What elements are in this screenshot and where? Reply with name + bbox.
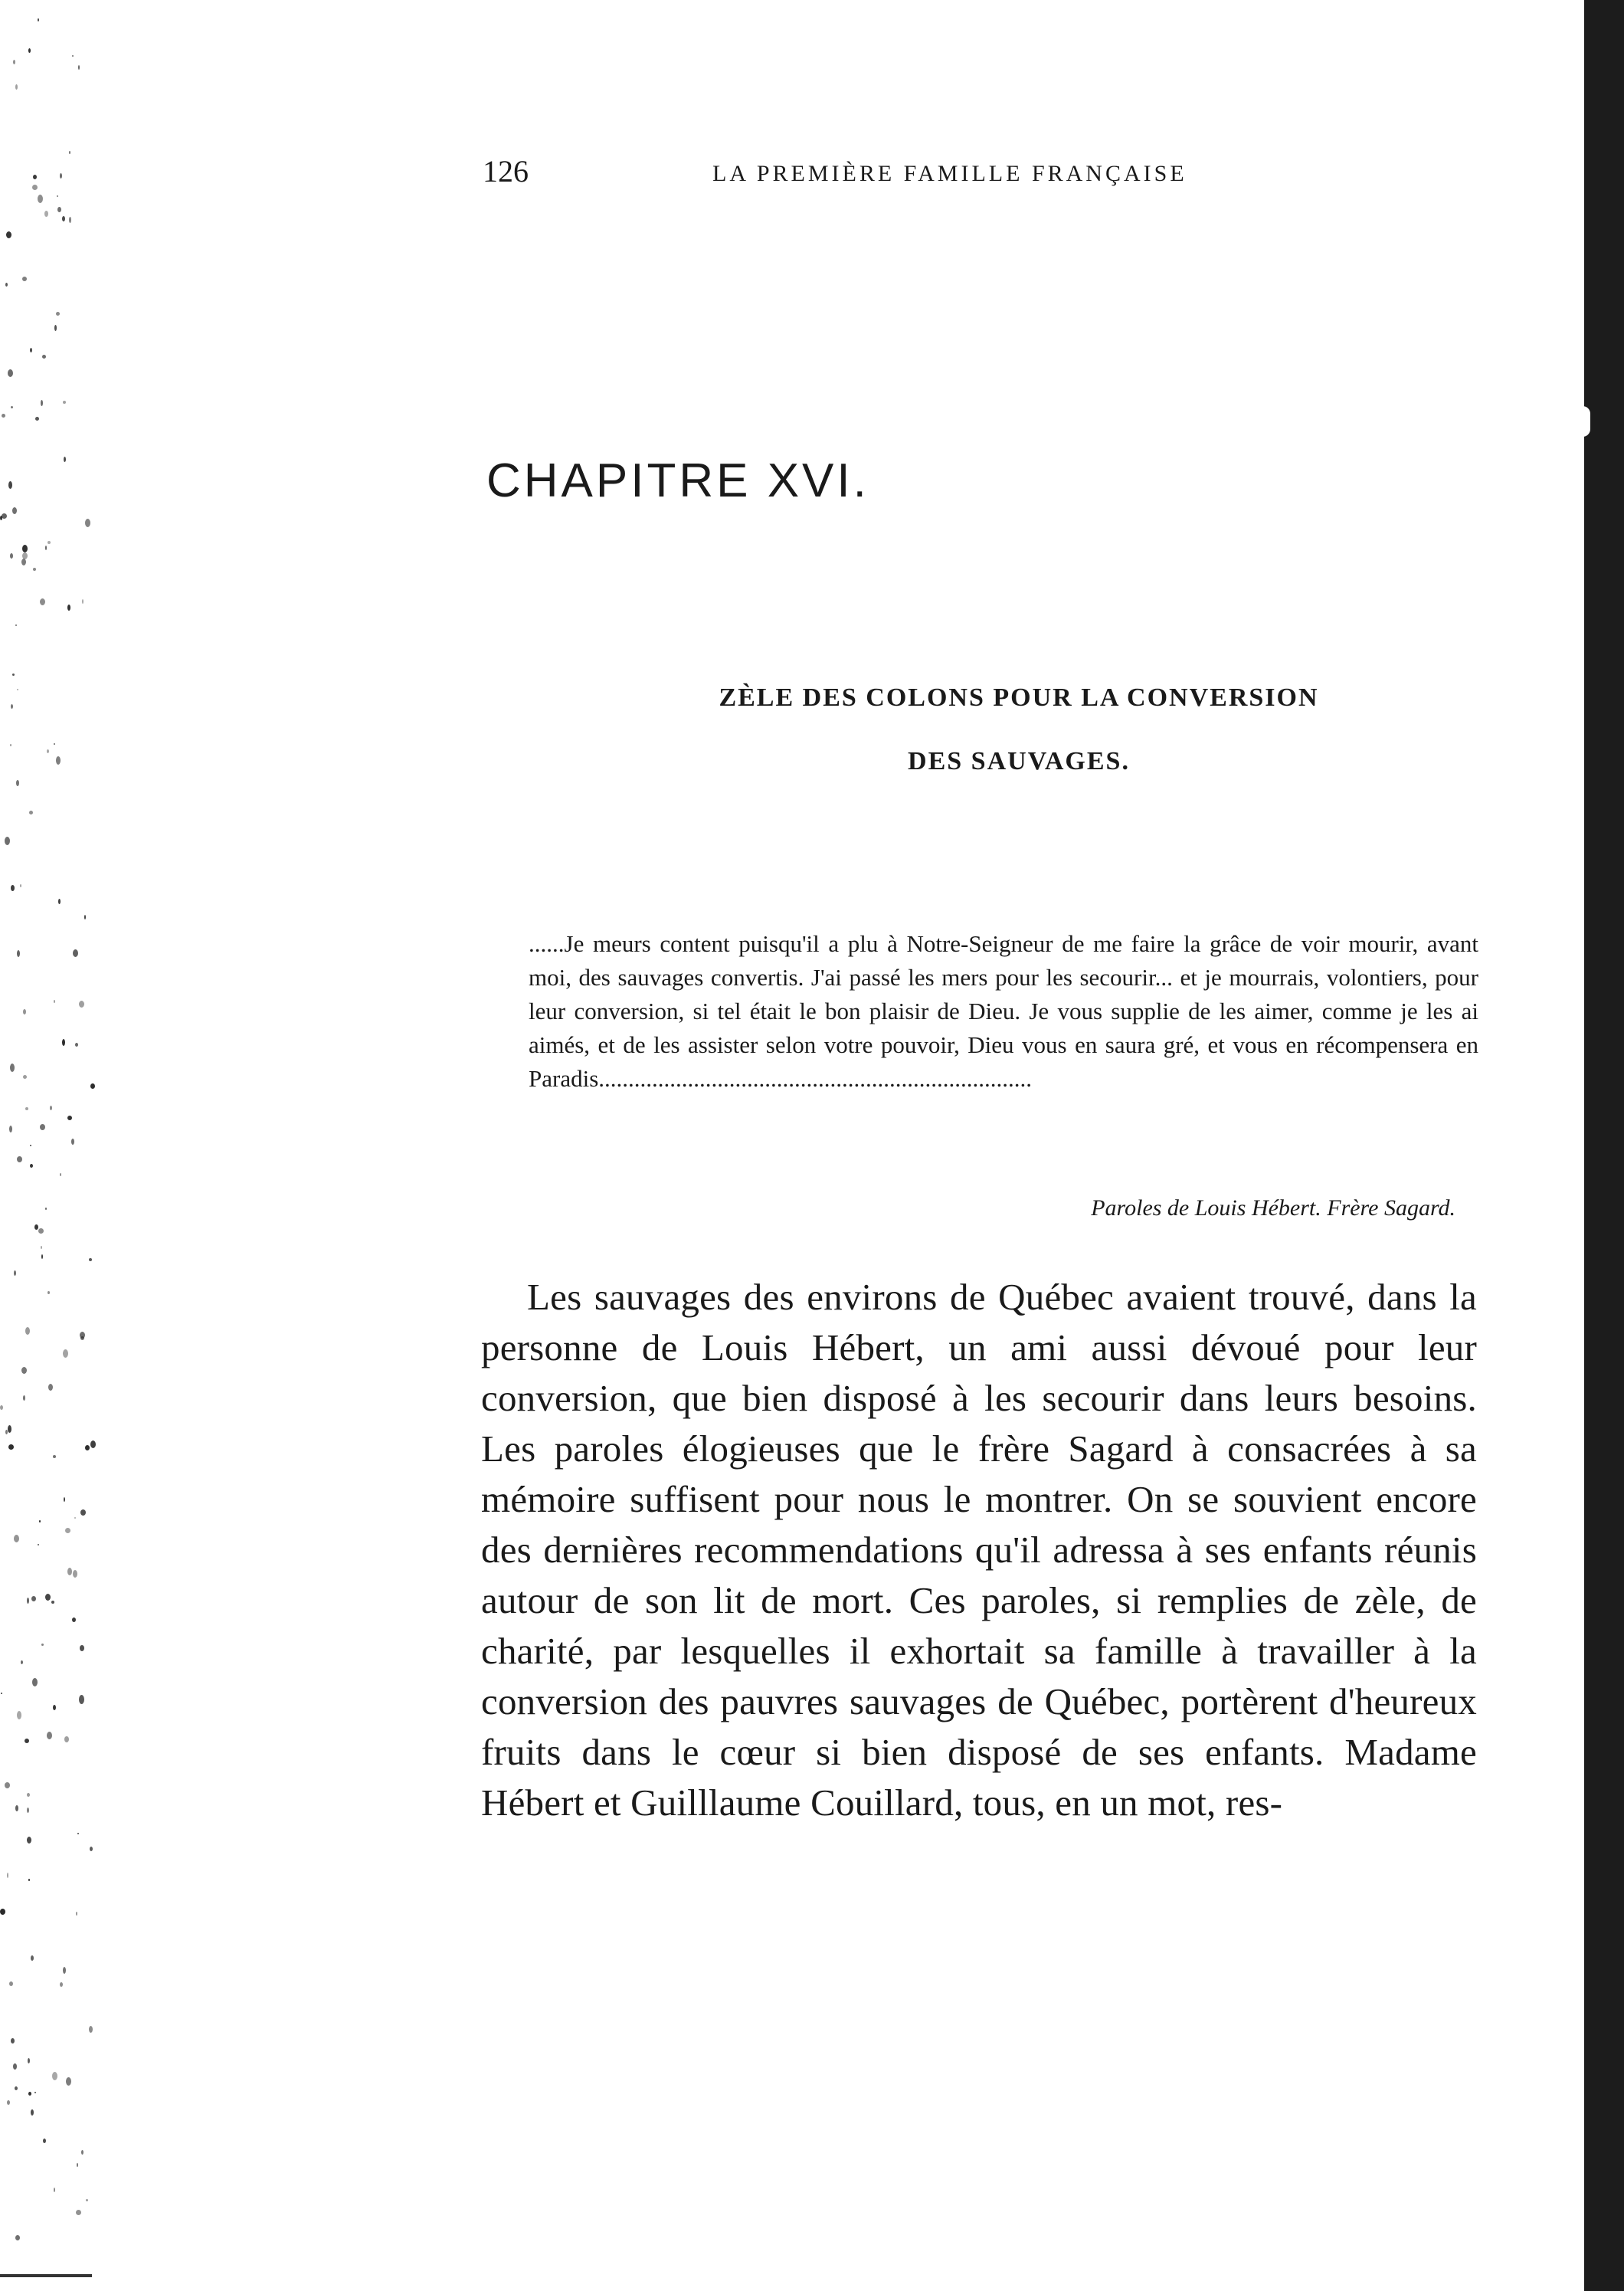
scan-speck	[14, 1270, 16, 1276]
scan-speck	[58, 899, 61, 904]
chapter-title: CHAPITRE XVI.	[486, 454, 869, 507]
scan-speck	[40, 598, 45, 605]
scan-speck	[69, 217, 71, 223]
scan-speck	[62, 1039, 65, 1046]
scan-speck	[21, 559, 26, 565]
scan-speck	[17, 950, 20, 957]
scan-speck	[43, 2139, 46, 2143]
scan-speck	[30, 1145, 31, 1146]
scan-speck	[53, 1455, 56, 1458]
scan-speck	[41, 1246, 42, 1249]
scan-speck	[77, 2163, 78, 2167]
scan-speck	[22, 277, 27, 281]
scan-speck	[35, 417, 39, 421]
scan-speck	[67, 1568, 72, 1575]
scan-speck	[53, 1705, 56, 1710]
scan-speck	[0, 1405, 3, 1410]
scan-speck	[17, 689, 18, 690]
scan-speck	[40, 1124, 45, 1130]
scan-speck	[12, 507, 17, 514]
chapter-subtitle-line2: DES SAUVAGES.	[908, 747, 1130, 775]
scan-speck	[41, 1644, 44, 1646]
scan-speck	[6, 231, 11, 238]
scan-speck	[21, 1367, 27, 1374]
scan-speck	[66, 2077, 71, 2086]
scan-speck	[27, 1808, 29, 1813]
scan-speck	[89, 2026, 93, 2033]
scan-speck	[80, 1645, 84, 1651]
scan-speck	[34, 1224, 38, 1230]
scan-speck	[64, 457, 66, 462]
scan-speck	[15, 84, 18, 90]
scan-speck	[52, 2072, 57, 2080]
scan-speck	[77, 1833, 79, 1834]
scan-speck	[11, 885, 15, 891]
scan-speck	[76, 2210, 81, 2215]
scan-speck	[64, 1736, 69, 1742]
running-head	[483, 153, 1295, 199]
scan-speck	[31, 2109, 34, 2116]
scan-speck	[15, 2235, 20, 2240]
scan-speck	[51, 1601, 54, 1604]
scan-speck	[33, 175, 37, 179]
scan-speck	[0, 1909, 5, 1915]
scan-speck	[57, 207, 61, 212]
scan-speck	[75, 1043, 78, 1047]
scan-speck	[17, 1711, 21, 1719]
scan-speck	[23, 1009, 26, 1014]
scan-speck	[63, 1967, 66, 1974]
scan-speck	[47, 749, 49, 753]
scan-speck	[73, 1570, 77, 1578]
scan-speck	[90, 1847, 93, 1851]
scan-speck	[27, 1598, 29, 1604]
scan-speck	[71, 1139, 74, 1145]
scan-speck	[16, 780, 19, 786]
binding-edge	[1584, 0, 1624, 2291]
body-text	[481, 1272, 1477, 1828]
scan-speck	[25, 1327, 30, 1335]
scan-speck	[89, 1258, 92, 1261]
scan-speck	[79, 1695, 84, 1704]
scan-speck	[32, 1678, 38, 1686]
scan-speck	[10, 1064, 15, 1072]
scan-speck	[15, 2086, 18, 2090]
scan-speck	[32, 185, 38, 190]
scan-speck	[45, 1208, 47, 1210]
scan-speck	[8, 369, 13, 377]
scan-speck	[23, 1075, 27, 1079]
page-number: 126	[483, 154, 529, 188]
scan-speck	[7, 1873, 8, 1878]
scan-speck	[31, 1596, 36, 1601]
scan-speck	[28, 1879, 30, 1881]
scan-speck	[25, 1739, 29, 1743]
running-title: LA PREMIÈRE FAMILLE FRANÇAISE	[712, 161, 1187, 186]
scan-speck	[60, 1982, 63, 1987]
scan-speck	[9, 1126, 12, 1132]
scan-speck	[5, 1782, 10, 1788]
scan-speck	[2, 414, 5, 418]
scan-speck	[67, 605, 70, 611]
scan-speck	[41, 400, 43, 406]
scan-speck	[90, 1440, 96, 1448]
scan-speck	[50, 1106, 52, 1110]
scan-speck	[13, 2063, 17, 2070]
scan-speck	[39, 1520, 41, 1522]
scan-speck	[14, 1535, 19, 1542]
scan-edge-rule	[0, 2274, 92, 2277]
scan-speck	[8, 481, 12, 489]
scan-speck	[54, 2188, 55, 2192]
scan-speck	[63, 1349, 68, 1358]
scan-speck	[38, 1544, 39, 1545]
epigraph-text: ......Je meurs content puisqu'il a plu à Notre-Seigneur de me faire la grâce de voir mourir, avant moi, des sauvages convertis. J'ai passé les mers pour les secourir... et je mourrais, volontiers, pour leur conversion, si tel était le bon plaisir de Dieu. Je vous supplie de les aimer, comme je les ai aimés, et de les assister selon votre pouvoir, Dieu vous en saura gré, et vous en récompensera en Paradis.........................................................................	[529, 930, 1478, 1092]
scan-speck	[9, 1981, 13, 1986]
scan-speck	[84, 915, 86, 919]
scan-speck	[27, 1793, 30, 1797]
scan-speck	[17, 1156, 22, 1162]
scan-speck	[54, 1000, 55, 1003]
scan-speck	[10, 553, 13, 559]
scan-speck	[8, 1444, 14, 1450]
scan-speck	[78, 65, 80, 70]
scan-speck	[10, 744, 11, 746]
binding-notch	[1578, 406, 1590, 437]
scan-speck	[13, 60, 15, 64]
scan-speck	[56, 312, 60, 316]
scan-speck	[41, 1254, 43, 1259]
scan-speck	[80, 1332, 85, 1339]
scan-speck	[5, 837, 10, 845]
scan-speck	[30, 348, 32, 352]
scan-speck	[85, 519, 90, 527]
scan-speck	[67, 1116, 72, 1120]
scan-speck	[28, 2058, 30, 2063]
scan-speck	[54, 325, 57, 331]
scan-speck	[47, 541, 51, 544]
scan-speck	[5, 283, 8, 287]
scan-speck	[60, 173, 62, 179]
scan-speck	[85, 1445, 90, 1450]
scan-speck	[27, 1837, 31, 1844]
scan-speck	[38, 1228, 44, 1234]
epigraph	[529, 927, 1478, 1096]
body-paragraph: Les sauvages des environs de Québec avaient trouvé, dans la personne de Louis Hébert, un ami aussi dévoué pour leur conversion, que bien disposé à les secourir dans leurs besoins. Les paroles élogieuses que le frère Sagard à consacrées à sa mémoire suffisent pour nous le montrer. On se souvient encore des dernières recommendations qu'il adressa à ses enfants réunis autour de son lit de mort. Ces paroles, si remplies de zèle, de charité, par lesquelles il exhortait sa famille à travailler à la conversion des pauvres sauvages de Québec, portèrent d'heureux fruits dans le cœur si bien disposé de ses enfants. Madame Hébert et Guilllaume Couillard, tous, en un mot, res-	[481, 1276, 1477, 1824]
scan-speck	[12, 674, 15, 676]
scan-speck	[31, 1955, 34, 1961]
scan-speck	[8, 1425, 11, 1433]
scan-speck	[47, 1732, 52, 1739]
scan-speck	[38, 195, 43, 203]
scan-speck	[30, 1164, 33, 1168]
scan-noise-left-margin	[0, 0, 100, 2291]
scan-speck	[28, 48, 31, 53]
scan-speck	[45, 1594, 51, 1601]
scan-speck	[72, 55, 74, 57]
scan-speck	[23, 1395, 25, 1401]
scan-speck	[45, 546, 47, 550]
scan-speck	[62, 216, 65, 221]
scan-speck	[74, 1517, 76, 1519]
scan-speck	[11, 704, 13, 709]
scan-speck	[38, 18, 39, 21]
scan-speck	[0, 516, 2, 520]
scan-speck	[64, 1497, 65, 1502]
scan-speck	[76, 1912, 77, 1916]
scan-speck	[90, 1083, 95, 1089]
scan-speck	[65, 1528, 70, 1533]
scan-speck	[15, 1805, 18, 1811]
scan-speck	[44, 211, 48, 217]
scan-speck	[81, 2150, 83, 2155]
scan-speck	[63, 401, 66, 404]
scan-speck	[34, 2092, 36, 2093]
scan-speck	[15, 624, 17, 626]
scan-speck	[11, 406, 13, 408]
scan-speck	[25, 1107, 28, 1110]
scan-speck	[2, 513, 7, 519]
scan-speck	[48, 1384, 53, 1391]
scan-speck	[22, 545, 28, 552]
scan-speck	[47, 1291, 50, 1294]
scan-speck	[29, 811, 33, 814]
scan-speck	[54, 743, 55, 745]
scan-speck	[11, 2038, 15, 2044]
scan-speck	[42, 355, 46, 359]
scan-speck	[79, 1001, 84, 1008]
scan-speck	[57, 195, 58, 197]
scan-speck	[72, 1617, 76, 1622]
scan-speck	[56, 756, 61, 765]
scan-speck	[20, 884, 21, 887]
scan-speck	[82, 599, 83, 604]
scan-speck	[69, 151, 70, 154]
scan-speck	[21, 1660, 23, 1664]
scan-speck	[60, 1173, 61, 1176]
scan-speck	[73, 949, 78, 957]
scan-speck	[80, 1509, 86, 1516]
scan-speck	[7, 2100, 10, 2105]
scan-speck	[1, 1693, 2, 1694]
chapter-subtitle-line1: ZÈLE DES COLONS POUR LA CONVERSION	[719, 683, 1319, 712]
epigraph-attribution: Paroles de Louis Hébert. Frère Sagard.	[1091, 1195, 1455, 1221]
scan-speck	[28, 2092, 31, 2096]
scan-speck	[33, 568, 36, 571]
scan-speck	[86, 2199, 88, 2201]
